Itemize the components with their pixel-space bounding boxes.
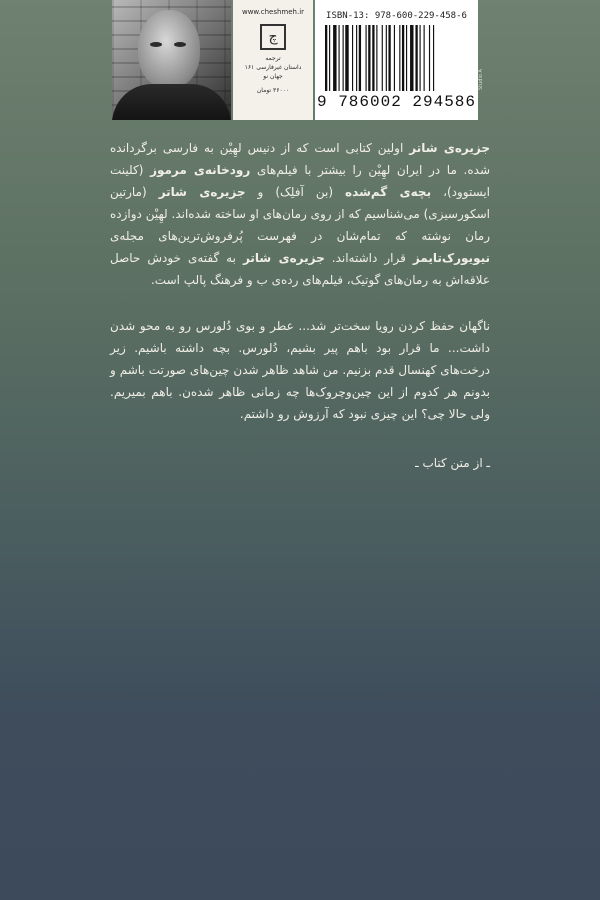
barcode-number: 9 786002 294586 [316,93,477,111]
barcode-box [315,0,478,120]
author-photo [112,0,231,120]
text-run: قرار داشته‌اند. [324,251,413,265]
publisher-box [233,0,313,120]
series-line: ترجمه [265,55,281,62]
magazine-title: نیویورک‌تایمز [412,251,490,265]
barcode-bars [325,25,468,91]
book-title: جزیره‌ی شاتر [242,251,325,265]
isbn-label: ISBN-13: 978-600-229-458-6 [326,11,467,21]
text-run: (مارتین اسکورسیزی) می‌شناسیم که از روی رمان‌های او ساخته شده‌اند. لهِیْن دوازده رمان نوشته که تمام‌شان در فهرست پُرفروش‌ترین‌های مجله‌ی [110,185,490,243]
series-line: داستان غیرفارسی ۱۶۱ [244,64,302,71]
excerpt-source: ـ از متن کتاب ـ [415,456,490,470]
publisher-logo-icon: چ [260,24,286,50]
film-title: جزیره‌ی شاتر [158,185,246,199]
film-title: رودخانه‌ی مرموز [150,163,251,177]
about-author-paragraph [110,137,490,291]
excerpt-paragraph: ناگهان حفظ کردن رویا سخت‌تر شد... عطر و بوی دُلورس رو به محو شدن داشت... ما قرار بود باهم پیر بشیم، دُلورس. بچه داشته باشیم. زیر درخت‌های کهنسال قدم بزنیم. من شاهد ظاهر شدن چین‌های صورتت باشم و بدونم هر کدوم از این چین‌وچروک‌ها چه زمانی ظاهر شده‌ن. باهم بمیریم. ولی حالا چی؟ این چیزی نبود که آرزوش رو داشتم. [110,319,490,421]
price: ۳۶۰۰۰ تومان [256,87,290,94]
text-run: (بن آفلِک) و [245,185,346,199]
publisher-website: www.cheshmeh.ir [241,8,305,16]
text-run: به گفته‌ی خودش حاصل علاقه‌اش به رمان‌های گوتیک، فیلم‌های رده‌ی ب و فرهنگ پالپ است. [110,251,490,287]
series-line: جهان نو [263,73,283,80]
text-run: (کلینت ایستوود)، [110,163,490,199]
film-title: بچه‌ی گم‌شده [345,185,432,199]
credit-label: Studio A [478,69,484,90]
book-title: جزیره‌ی شاتر [409,141,491,155]
text-run: اولین کتابی است که از دنیس لهِیْن به فارسی برگردانده شده. ما در ایران لهِیْن را بیشتر با فیلم‌های [110,141,490,177]
